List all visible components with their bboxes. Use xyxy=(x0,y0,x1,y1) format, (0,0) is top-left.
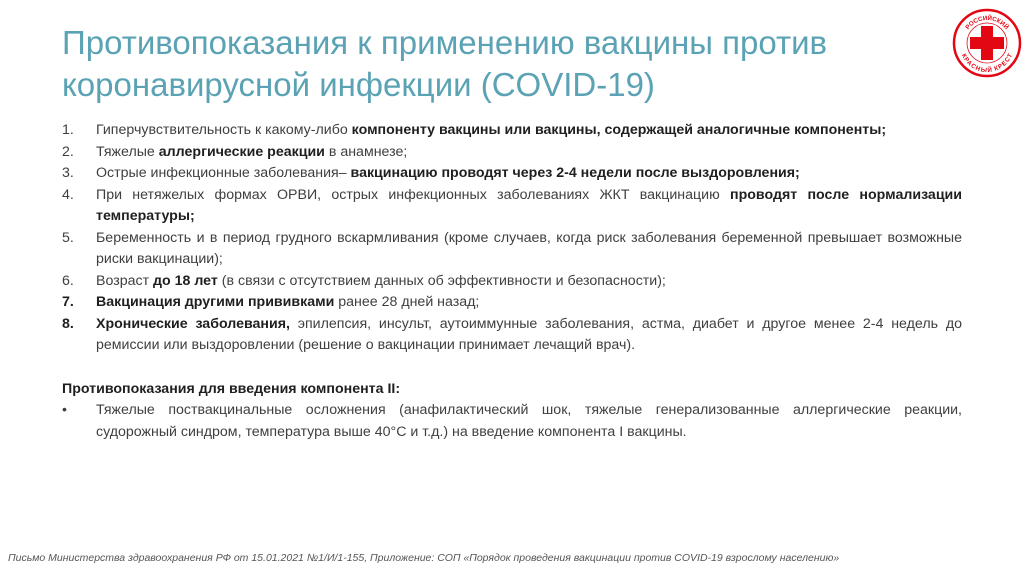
emphasis-text: компоненту вакцины или вакцины, содержащей аналогичные компоненты; xyxy=(351,122,887,138)
bullet-marker: • xyxy=(62,402,67,418)
emphasis-text: Хронические заболевания, xyxy=(96,315,290,332)
list-number: 2. xyxy=(62,143,74,160)
item-text: Беременность и в период грудного вскармливания (кроме случаев, когда риск заболевания беременной превышает возможные риски вакцинации); xyxy=(96,229,962,267)
item-text: ранее 28 дней назад; xyxy=(334,294,480,310)
item-text: Возраст xyxy=(96,272,154,289)
footer-source: Письмо Министерства здравоохранения РФ от 15.01.2021 №1/И/1-155, Приложение: СОП «Порядок проведения вакцинации против COVID-19 взрослому населению» xyxy=(8,552,840,564)
list-item xyxy=(62,292,962,314)
contraindications-list xyxy=(62,120,962,357)
item-text: Острые инфекционные заболевания– xyxy=(96,165,351,181)
emphasis-text: Вакцинация другими прививками xyxy=(96,294,335,310)
list-item xyxy=(62,400,962,443)
component2-list xyxy=(62,400,962,443)
emphasis-text: вакцинацию проводят через 2-4 недели после выздоровления; xyxy=(350,165,800,181)
list-number: 6. xyxy=(62,272,74,289)
list-number: 8. xyxy=(62,315,74,332)
item-text: эпилепсия, инсульт, аутоиммунные заболевания, астма, диабет и другое менее 2-4 недель до ремиссии или выздоровлении (решение о вакцинации принимает лечащий врач). xyxy=(96,315,962,353)
component2-heading: Противопоказания для введения компонента II: xyxy=(62,380,401,397)
item-text: Гиперчувствительность к какому-либо xyxy=(96,122,352,138)
emphasis-text: аллергические реакции xyxy=(158,143,325,160)
red-cross-logo-icon xyxy=(952,8,1022,78)
item-text: в анамнезе; xyxy=(324,143,408,160)
list-number: 5. xyxy=(62,229,74,246)
slide-content xyxy=(62,120,962,443)
list-item xyxy=(62,163,962,185)
list-number: 3. xyxy=(62,165,74,181)
list-item xyxy=(62,271,962,293)
item-text: Тяжелые xyxy=(96,143,159,160)
list-item xyxy=(62,120,962,142)
title-line-1: Противопоказания к применению вакцины против xyxy=(62,24,828,61)
list-item xyxy=(62,228,962,271)
list-number: 4. xyxy=(62,186,74,203)
item-text: При нетяжелых формах ОРВИ, острых инфекционных заболеваниях ЖКТ вакцинацию xyxy=(96,186,731,203)
list-item xyxy=(62,185,962,228)
emphasis-text: до 18 лет xyxy=(153,272,218,289)
list-number: 1. xyxy=(62,122,74,138)
emphasis-text: проводят после нормализации температуры; xyxy=(96,186,962,224)
list-number: 7. xyxy=(62,294,74,310)
logo-text-bottom: КРАСНЫЙ КРЕСТ xyxy=(959,52,1015,75)
slide-title xyxy=(62,22,922,106)
list-item xyxy=(62,314,962,357)
logo-text-top: РОССИЙСКИЙ xyxy=(964,14,1010,32)
list-item xyxy=(62,142,962,164)
title-line-2: коронавирусной инфекции (COVID-19) xyxy=(62,66,655,103)
item-text: (в связи с отсутствием данных об эффективности и безопасности); xyxy=(217,272,666,289)
component2-text: Тяжелые поствакцинальные осложнения (анафилактический шок, тяжелые генерализованные аллергические реакции, судорожный синдром, температура выше 40°С и т.д.) на введение компонента I вакцины. xyxy=(96,402,962,440)
